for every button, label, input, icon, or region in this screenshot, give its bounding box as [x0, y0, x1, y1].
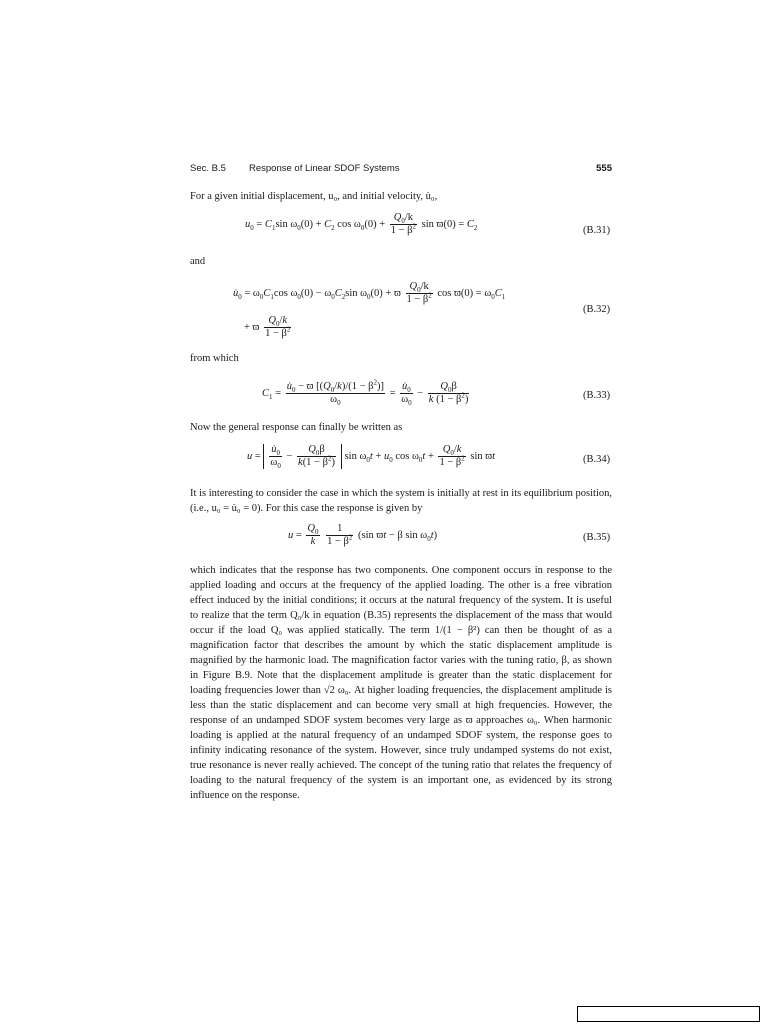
connector-and: and: [190, 256, 206, 267]
empty-box: [577, 1006, 760, 1022]
equation-number-b32: (B.32): [583, 304, 611, 315]
page-number: 555: [596, 163, 612, 174]
equation-b31: $u_0 = C_1\sin$ $\omega_0(0) + C_2$ $\cos \omega_0(0)$ + $\frac{Q_0/k}{1 - \beta^2}$ $\sin ϖ(0) = C_2$: [245, 212, 478, 236]
section-label: Sec. B.5: [190, 163, 226, 174]
general-response-intro: Now the general response can finally be written as: [190, 422, 403, 433]
equation-number-b35: (B.35): [583, 532, 611, 543]
equation-b32-line1: $u̇_0 = \omega_0C_1\cos$ $\omega_0(0) - \omega_0C_2\sin$ $\omega_0(0) + ϖ$ $\frac{Q_0/k}{1 - \beta^2}$ $\cos ϖ(0) = \omega_0C_1$: [233, 281, 506, 305]
equation-b32-line2: + ϖ $\frac{Q_0/k}{1 - \beta^2}$: [244, 315, 291, 339]
equation-b33: $C_1$ = $\frac{u̇_0 - ϖ [(Q_0/k)/(1 - \beta^2)]}{\omega_0}$ = $\frac{u̇_0}{\omega_0}$ − $\frac{Q_0\beta}{k (1 - \beta^2)}$: [262, 378, 469, 408]
equation-b35: u = $\frac{Q_0}{k}$ $\frac{1}{1 - \beta^2}$ (sin ϖt − β $\sin \omega_0t$): [288, 523, 438, 547]
intro-text: For a given initial displacement, u₀, and initial velocity, u̇₀,: [190, 191, 438, 202]
section-title: Response of Linear SDOF Systems: [249, 163, 400, 174]
equation-number-b34: (B.34): [583, 454, 611, 465]
rest-case-paragraph: It is interesting to consider the case in which the system is initially at rest in its equilibrium position, (i.e., u₀ = u̇₀ = 0). For this case the response is given by: [190, 488, 612, 514]
equation-b34: u = $\frac{u̇_0}{\omega_0}$ − $\frac{Q_0\beta}{k(1 - \beta^2)}$ $\sin \omega_0t + u_0$ $\cos \omega_0t$ + $\frac{Q_0/k}{1 - \beta^2}$ sin ϖt: [247, 444, 496, 471]
connector-from-which: from which: [190, 353, 239, 364]
running-header: [190, 163, 612, 177]
equation-number-b33: (B.33): [583, 390, 611, 401]
discussion-paragraph: which indicates that the response has two components. One component occurs in response to the applied loading and occurs at the frequency of the applied loading. The other is a free vibration effect induced by the initial conditions; it occurs at the natural frequency of the system. It is useful to realize that the term Q₀/k in equation (B.35) represents the displacement of the mass that would occur if the load Q₀ was applied statically. The term 1/(1 − β²) can then be thought of as a magnification factor that describes the amount by which the static displacement amplitude is magnified by the harmonic load. The magnification factor varies with the tuning ratio, β, as shown in Figure B.9. Note that the displacement amplitude is greater than the static displacement for loading frequencies lower than √2 ω₀. At higher loading frequencies, the displacement amplitude is less than the static displacement and can become very small at high frequencies. However, the response of an undamped SDOF system becomes very large as ϖ approaches ω₀. When harmonic loading is applied at the natural frequency of an undamped SDOF system, the response goes to infinity indicating resonance of the system. However, since truly undamped systems do not exist, true resonance is never really achieved. The concept of the tuning ratio that relates the frequency of loading to the natural frequency of the system is an important one, as evidenced by its strong influence on the response.: [190, 565, 612, 801]
equation-number-b31: (B.31): [583, 225, 611, 236]
